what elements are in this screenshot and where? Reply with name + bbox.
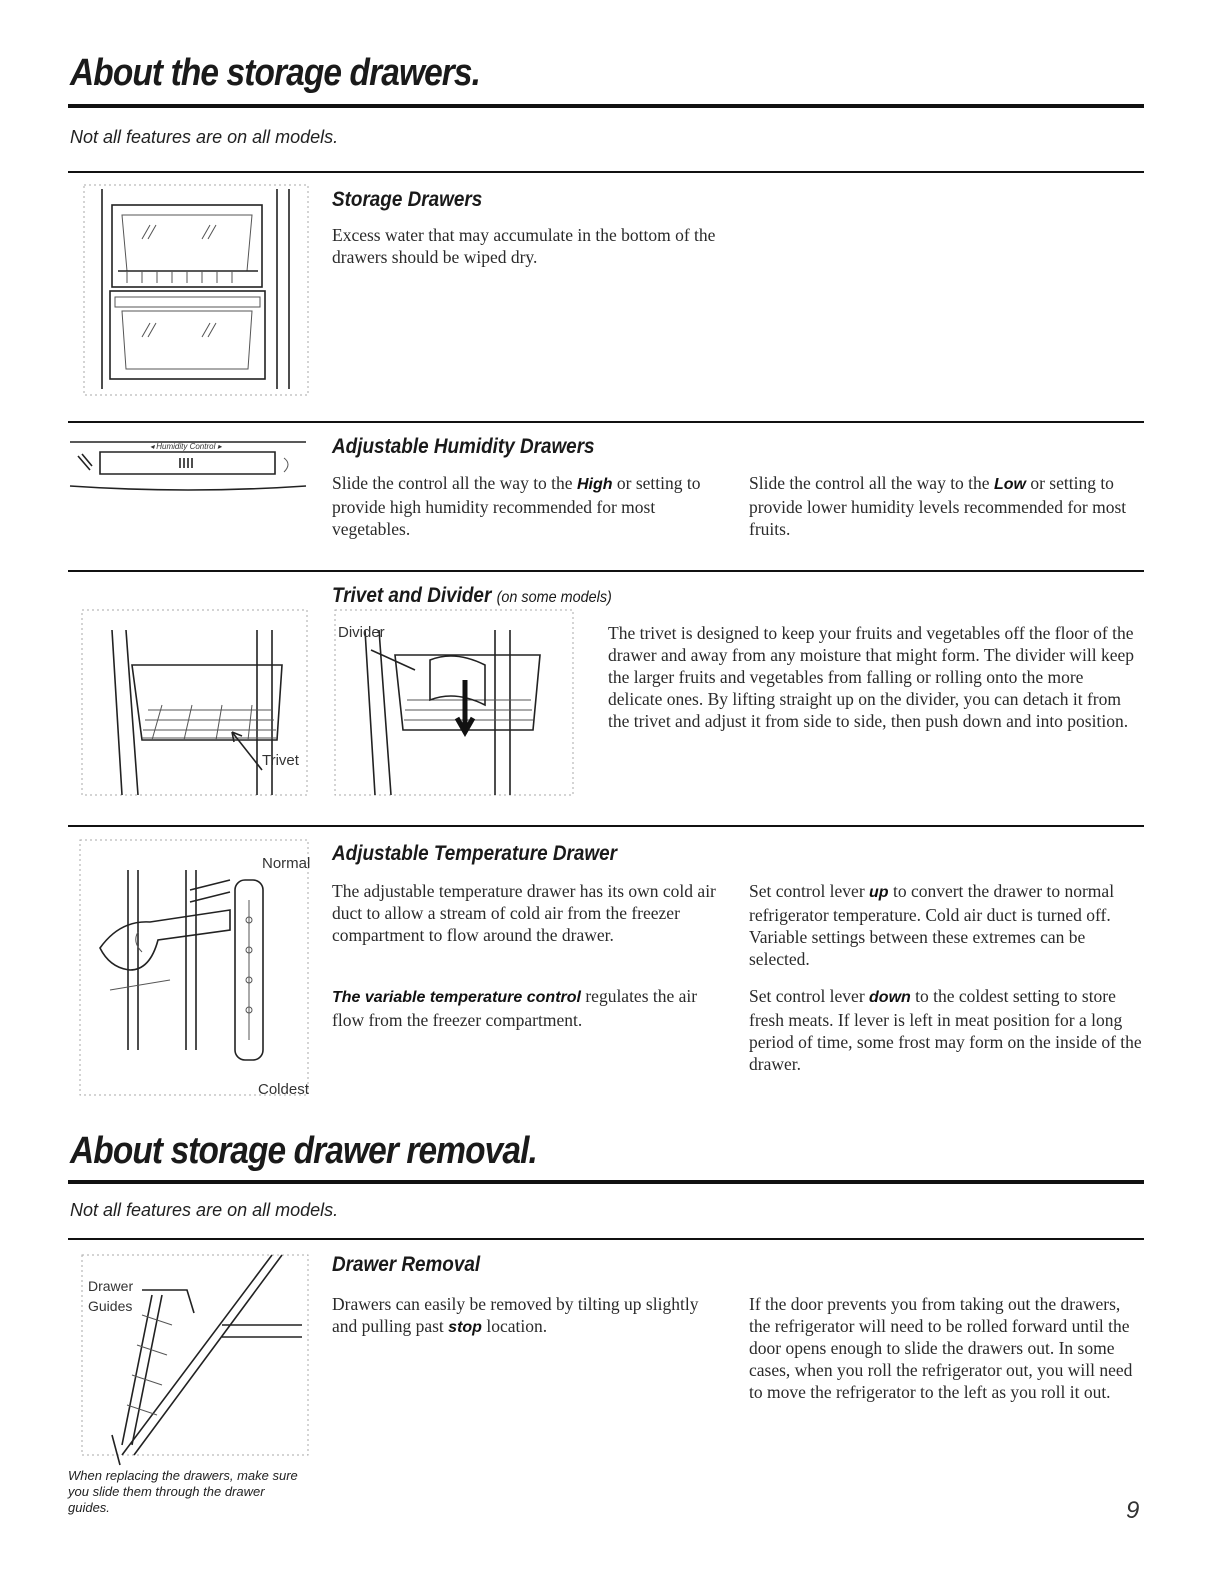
trivet-heading: Trivet and Divider (on some models) — [332, 584, 612, 607]
temperature-heading: Adjustable Temperature Drawer — [332, 842, 617, 865]
humidity-high-text: Slide the control all the way to the High or setting to provide high humidity recommended for most vegetables. — [332, 473, 701, 539]
page-number: 9 — [1126, 1497, 1140, 1524]
removal-heading: Drawer Removal — [332, 1253, 481, 1276]
removal-left-text: Drawers can easily be removed by tilting up slightly and pulling past stop location. — [332, 1294, 699, 1336]
coldest-label: Coldest — [258, 1081, 309, 1098]
drawer-label: Drawer — [88, 1278, 134, 1294]
humidity-control-label: ◂ Humidity Control ▸ — [150, 442, 222, 451]
storage-drawers-text: Excess water that may accumulate in the bottom of the drawers should be wiped dry. — [332, 225, 716, 267]
section-subtitle: Not all features are on all models. — [70, 1200, 339, 1220]
temperature-intro-text: The adjustable temperature drawer has its own cold air duct to allow a stream of cold air from the freezer compartment to flow around the drawer. — [332, 881, 716, 945]
humidity-low-text: Slide the control all the way to the Low or setting to provide lower humidity levels recommended for most fruits. — [749, 473, 1127, 539]
humidity-heading: Adjustable Humidity Drawers — [332, 435, 595, 458]
divider-rule — [68, 570, 1144, 572]
guides-label: Guides — [88, 1298, 133, 1314]
storage-drawers-illustration — [82, 183, 310, 398]
section-title: About storage drawer removal. — [70, 1130, 537, 1172]
page-title: About the storage drawers. — [70, 52, 481, 94]
temperature-control-illustration — [80, 840, 310, 1100]
divider-rule — [68, 421, 1144, 423]
removal-right-text: If the door prevents you from taking out the drawers, the refrigerator will need to be rolled forward until the door opens enough to slide the drawers out. In some cases, when you roll the refrigerator out, you will need to move the refrigerator to the left as you roll it out. — [749, 1294, 1133, 1402]
title-rule — [68, 104, 1144, 108]
divider-label: Divider — [338, 624, 385, 641]
trivet-label: Trivet — [262, 752, 299, 769]
lever-down-text: Set control lever down to the coldest setting to store fresh meats. If lever is left in meat position for a long period of time, some frost may form on the inside of the drawer. — [749, 986, 1142, 1074]
trivet-text: The trivet is designed to keep your fruits and vegetables off the floor of the drawer and away from any moisture that might form. The divider will keep the larger fruits and vegetables from falling or rolling onto the more delicate ones. By lifting straight up on the divider, you can detach it from the trivet and adjust it from side to side, then push down and into position. — [608, 623, 1134, 731]
section-subtitle: Not all features are on all models. — [70, 127, 339, 147]
drawer-guides-caption: When replacing the drawers, make sure you slide them through the drawer guides. — [68, 1468, 298, 1515]
normal-label: Normal — [262, 855, 311, 872]
title-rule — [68, 1180, 1144, 1184]
trivet-illustration — [82, 610, 307, 800]
divider-rule — [68, 1238, 1144, 1240]
divider-rule — [68, 825, 1144, 827]
divider-rule — [68, 171, 1144, 173]
storage-drawers-heading: Storage Drawers — [332, 188, 483, 211]
variable-control-text: The variable temperature control regulates the air flow from the freezer compartment. — [332, 986, 698, 1030]
lever-up-text: Set control lever up to convert the drawer to normal refrigerator temperature. Cold air duct is turned off. Variable settings between these extremes can be selected. — [749, 881, 1115, 969]
